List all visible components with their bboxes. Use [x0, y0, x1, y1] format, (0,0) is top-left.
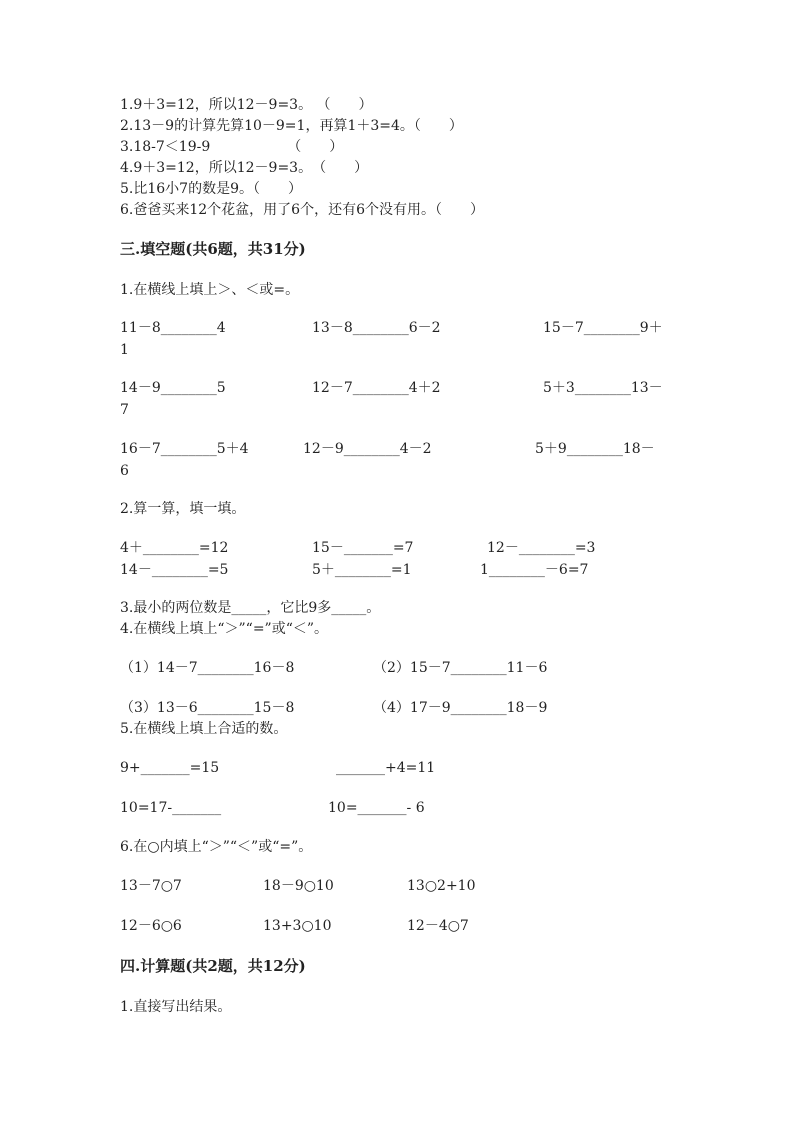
q2-cell: 15－_______=7 [312, 540, 414, 556]
judge-item-2: 2.13－9的计算先算10－9=1，再算1＋3=4。（ ） [120, 118, 463, 134]
q6-item: 12－4○7 [407, 918, 469, 934]
q2-cell: 1________－6=7 [480, 562, 589, 578]
q4-item: （3）13－6________15－8 [120, 700, 295, 716]
question-4-title: 4.在横线上填上“＞”“=”或“＜”。 [120, 621, 329, 637]
q6-item: 12－6○6 [120, 918, 182, 934]
question-6-title: 6.在○内填上“＞”“＜”或“=”。 [120, 839, 313, 855]
q5-item: 10=_______- 6 [328, 800, 425, 816]
q4-item: （4）17－9________18－9 [373, 700, 548, 716]
q6-item: 18－9○10 [263, 878, 334, 894]
q1-cell: 13－8________6－2 [312, 320, 441, 336]
question-5-title: 5.在横线上填上合适的数。 [120, 721, 288, 737]
q2-cell: 14－________=5 [120, 562, 229, 578]
question-3: 3.最小的两位数是_____，它比9多_____。 [120, 600, 381, 616]
judge-item-6: 6.爸爸买来12个花盆，用了6个，还有6个没有用。（ ） [120, 202, 484, 218]
q1-cell-wrap: 7 [120, 402, 129, 418]
question-1-title: 1.在横线上填上＞、＜或=。 [120, 282, 300, 298]
q5-item: _______+4=11 [336, 760, 436, 776]
judge-item-5: 5.比16小7的数是9。（ ） [120, 181, 302, 197]
q1-cell: 15－7________9＋ [543, 320, 663, 336]
q1-cell: 5＋3________13－ [543, 380, 663, 396]
judge-item-1: 1.9＋3=12，所以12－9=3。 （ ） [120, 97, 373, 113]
q4-item: （2）15－7________11－6 [373, 660, 548, 676]
q1-cell: 5＋9________18－ [535, 441, 655, 457]
q1-cell: 16－7________5＋4 [120, 441, 249, 457]
q1-cell-wrap: 6 [120, 463, 129, 479]
q6-item: 13○2+10 [407, 878, 476, 894]
q1-cell: 11－8________4 [120, 320, 226, 336]
question-7-title: 1.直接写出结果。 [120, 999, 232, 1015]
q6-item: 13－7○7 [120, 878, 182, 894]
section-4-heading: 四.计算题(共2题，共12分) [120, 957, 306, 975]
q5-item: 9+_______=15 [120, 760, 220, 776]
q5-item: 10=17-_______ [120, 800, 222, 816]
section-3-heading: 三.填空题(共6题，共31分) [120, 240, 306, 258]
q2-cell: 12－________=3 [487, 540, 596, 556]
q1-cell: 12－7________4＋2 [312, 380, 441, 396]
q4-item: （1）14－7________16－8 [120, 660, 295, 676]
q1-cell: 12－9________4－2 [303, 441, 432, 457]
judge-item-3: 3.18-7＜19-9 （ ） [120, 139, 344, 155]
question-2-title: 2.算一算，填一填。 [120, 501, 246, 517]
q2-cell: 4＋________=12 [120, 540, 229, 556]
q2-cell: 5＋________=1 [312, 562, 412, 578]
judge-item-4: 4.9＋3=12，所以12－9=3。 （ ） [120, 160, 369, 176]
q1-cell-wrap: 1 [120, 342, 129, 358]
q6-item: 13+3○10 [263, 918, 332, 934]
q1-cell: 14－9________5 [120, 380, 226, 396]
